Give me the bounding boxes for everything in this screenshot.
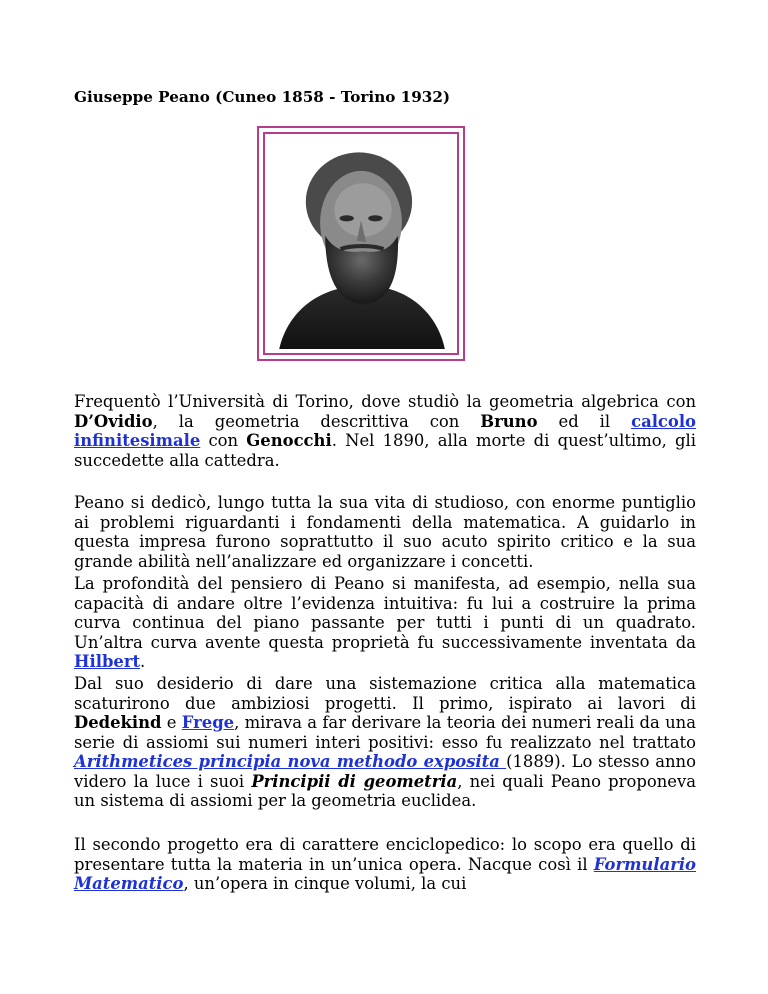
paragraph-text: ed il xyxy=(537,411,632,431)
name-dovidio: D’Ovidio xyxy=(74,411,153,431)
paragraph-text: (1889). Lo stesso anno videro la luce i suoi xyxy=(74,752,696,791)
link-formulario-matematico[interactable]: Formulario Matematico xyxy=(74,854,696,893)
paragraph-text: , nei quali Peano proponeva un sistema di assiomi per la geometria euclidea. xyxy=(74,771,696,810)
name-genocchi: Genocchi xyxy=(246,431,332,450)
paragraph-text: Frequentò l’Università di Torino, dove studiò la geometria algebrica con xyxy=(74,392,696,411)
paragraph-text: . Nel 1890, alla morte di quest’ultimo, gli succedette alla cattedra. xyxy=(74,431,696,470)
paragraph-4 xyxy=(74,674,696,811)
paragraph-text: e xyxy=(161,713,182,732)
paragraph-text: Peano si dedicò, lungo tutta la sua vita di studioso, con enorme puntiglio ai problemi riguardanti i fondamenti della matematica. A guidarlo in questa impresa furono soprattutto il suo acuto spirito critico e la sua grande abilità nell’analizzare ed organizzare i concetti. xyxy=(74,493,696,571)
page-title: Giuseppe Peano (Cuneo 1858 - Torino 1932) xyxy=(74,88,451,106)
paragraph-2 xyxy=(74,493,696,571)
portrait-photo xyxy=(269,138,453,349)
paragraph-text: , un’opera in cinque volumi, la cui xyxy=(183,874,467,893)
paragraph-text: Il secondo progetto era di carattere enciclopedico: lo scopo era quello di presentare tutta la materia in un’unica opera. Nacque così il xyxy=(74,835,696,874)
link-frege[interactable]: Frege xyxy=(181,713,235,732)
paragraph-text: con xyxy=(200,431,247,450)
title-principii-di-geometria: Principii di geometria xyxy=(251,771,458,791)
link-calcolo-infinitesimale[interactable]: calcolo infinitesimale xyxy=(74,411,696,450)
paragraph-text: , mirava a far derivare la teoria dei numeri reali da una serie di assiomi sui numeri interi positivi: esso fu realizzato nel trattato xyxy=(74,713,696,752)
link-arithmetices-principia[interactable]: Arithmetices principia nova methodo exposita xyxy=(74,752,507,771)
paragraph-text: Dal suo desiderio di dare una sistemazione critica alla matematica scaturirono due ambiziosi progetti. Il primo, ispirato ai lavori di xyxy=(74,674,696,713)
paragraph-1 xyxy=(74,392,696,470)
paragraph-5 xyxy=(74,835,696,894)
paragraph-text: La profondità del pensiero di Peano si manifesta, ad esempio, nella sua capacità di andare oltre l’evidenza intuitiva: fu lui a costruire la prima curva continua del piano passante per tutti i punti di un quadrato. Un’altra curva avente questa proprietà fu successivamente inventata da xyxy=(74,574,696,652)
paragraph-text: , la geometria descrittiva con xyxy=(152,411,481,431)
link-hilbert[interactable]: Hilbert xyxy=(74,652,141,671)
name-bruno: Bruno xyxy=(480,411,538,431)
portrait-frame xyxy=(257,126,465,361)
portrait-inner-border xyxy=(263,132,459,355)
paragraph-text: . xyxy=(140,652,146,671)
name-dedekind: Dedekind xyxy=(74,713,162,732)
paragraph-3 xyxy=(74,574,696,672)
